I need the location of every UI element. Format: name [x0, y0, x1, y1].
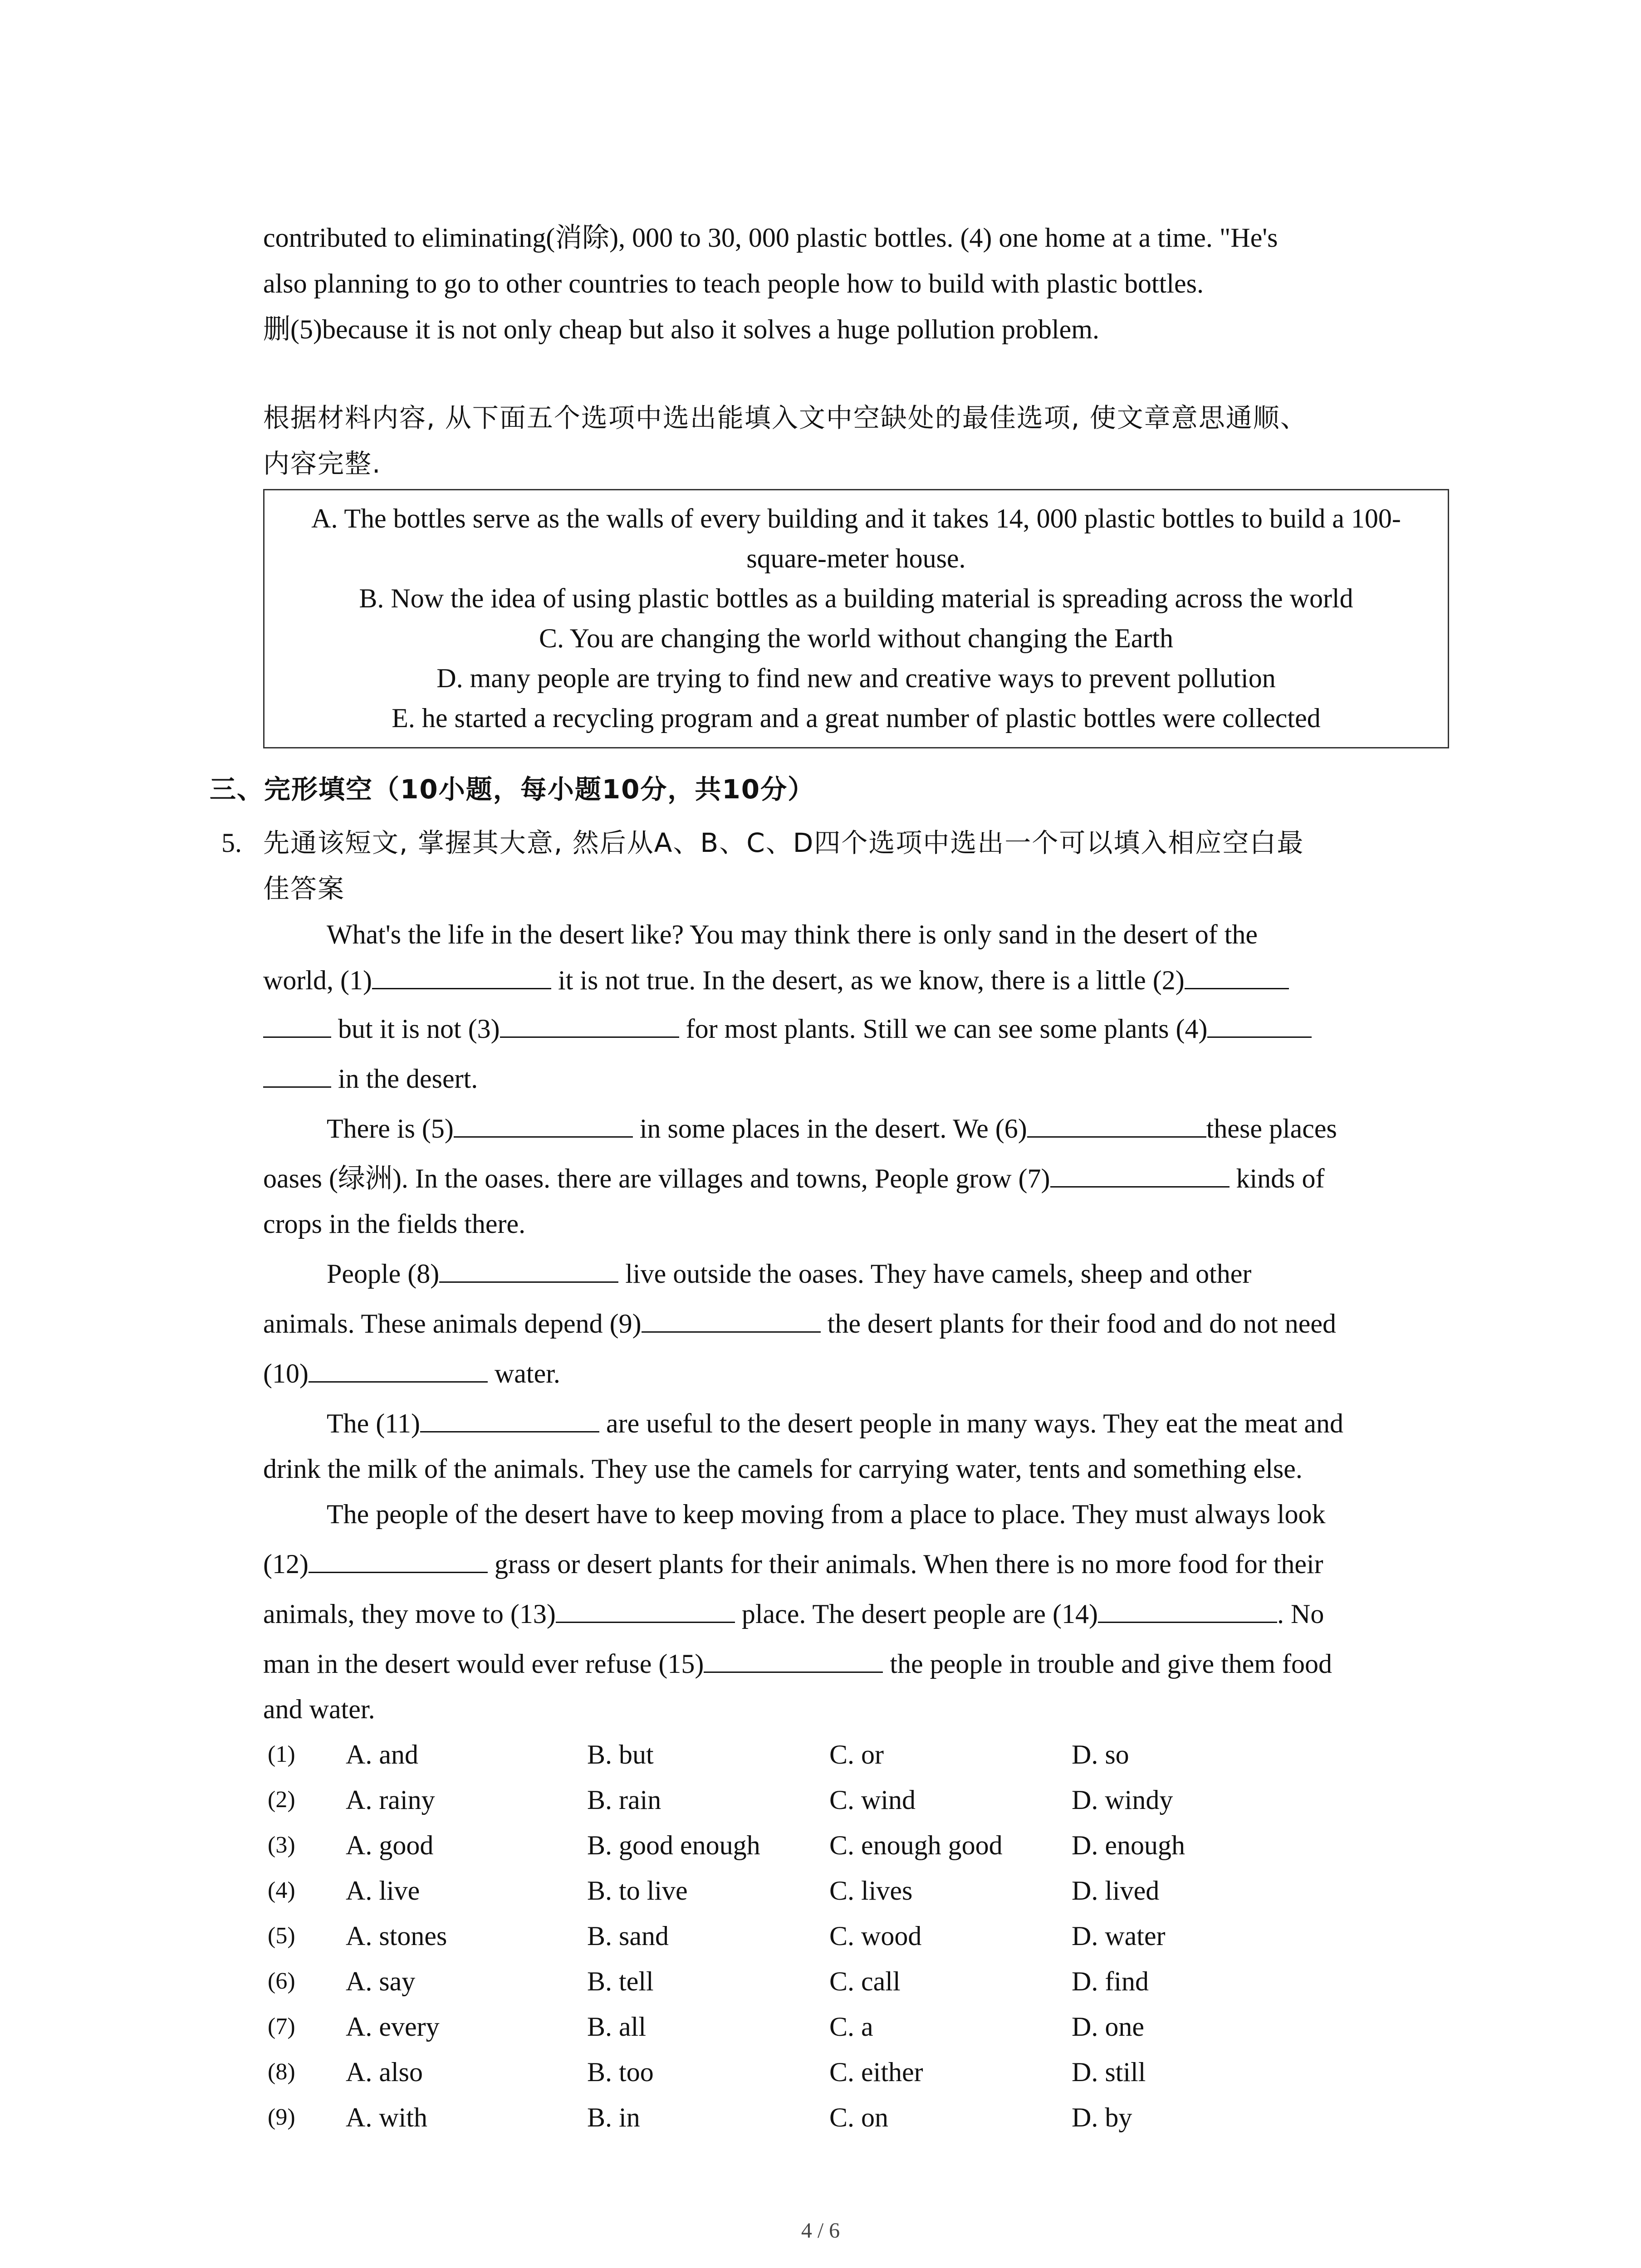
- choice-number: (6): [268, 1968, 295, 1994]
- cloze-line: in the desert.: [263, 1056, 1452, 1102]
- choice-a[interactable]: A. also: [346, 2057, 423, 2087]
- choice-b[interactable]: B. but: [587, 1740, 654, 1769]
- cloze-line: (10) water.: [263, 1351, 1452, 1397]
- blank-2[interactable]: [1185, 960, 1289, 989]
- blank-6[interactable]: [1027, 1108, 1206, 1138]
- choice-a[interactable]: A. and: [346, 1740, 418, 1769]
- section-heading: 三、完形填空（10小题，每小题10分，共10分）: [210, 774, 815, 805]
- choice-c[interactable]: C. wind: [829, 1785, 916, 1815]
- choice-c[interactable]: C. on: [829, 2102, 889, 2132]
- blank-13[interactable]: [556, 1593, 735, 1623]
- choice-b[interactable]: B. sand: [587, 1921, 669, 1951]
- choice-d[interactable]: D. one: [1072, 2012, 1144, 2042]
- instruction-line: 内容完整.: [263, 448, 382, 479]
- cloze-line: The people of the desert have to keep moving from a place to place. They must always look: [327, 1499, 1326, 1529]
- cloze-line: animals. These animals depend (9) the desert plants for their food and do not need: [263, 1301, 1452, 1347]
- blank-2-cont: [263, 1008, 331, 1038]
- choice-d[interactable]: D. by: [1072, 2102, 1132, 2132]
- choice-c[interactable]: C. lives: [829, 1876, 913, 1906]
- choice-row: [263, 1777, 1352, 1823]
- option-c: C. You are changing the world without changing the Earth: [539, 623, 1174, 653]
- choice-c[interactable]: C. or: [829, 1740, 884, 1769]
- choice-number: (1): [268, 1741, 295, 1767]
- choice-a[interactable]: A. every: [346, 2012, 440, 2042]
- choice-number: (4): [268, 1877, 295, 1903]
- choice-c[interactable]: C. wood: [829, 1921, 922, 1951]
- cloze-line: What's the life in the desert like? You may think there is only sand in the desert of the: [327, 919, 1258, 949]
- choice-b[interactable]: B. tell: [587, 1966, 654, 1996]
- cloze-line: There is (5) in some places in the desert. We (6) these places: [263, 1106, 1452, 1152]
- instruction-line: 根据材料内容, 从下面五个选项中选出能填入文中空缺处的最佳选项, 使文章意思通顺、: [263, 402, 1308, 433]
- choice-row: [263, 1823, 1352, 1868]
- page-number: 4 / 6: [801, 2219, 840, 2243]
- choice-d[interactable]: D. so: [1072, 1740, 1129, 1769]
- choice-d[interactable]: D. windy: [1072, 1785, 1173, 1815]
- choice-a[interactable]: A. live: [346, 1876, 420, 1906]
- choice-c[interactable]: C. call: [829, 1966, 901, 1996]
- cloze-line: animals, they move to (13) place. The desert people are (14) . No: [263, 1591, 1452, 1637]
- blank-12[interactable]: [309, 1544, 488, 1573]
- blank-10[interactable]: [309, 1353, 488, 1383]
- choice-number: (3): [268, 1832, 295, 1858]
- choice-d[interactable]: D. find: [1072, 1966, 1149, 1996]
- choice-number: (2): [268, 1787, 295, 1813]
- choice-d[interactable]: D. enough: [1072, 1830, 1185, 1860]
- choice-a[interactable]: A. rainy: [346, 1785, 435, 1815]
- option-d: D. many people are trying to find new and creative ways to prevent pollution: [436, 663, 1276, 693]
- options-box: [263, 489, 1449, 748]
- cloze-line: crops in the fields there.: [263, 1209, 526, 1239]
- blank-8[interactable]: [439, 1253, 618, 1283]
- cloze-line: and water.: [263, 1694, 375, 1724]
- cloze-line: but it is not (3) for most plants. Still we can see some plants (4): [263, 1006, 1452, 1052]
- question-number: 5.: [221, 828, 242, 858]
- cloze-line: man in the desert would ever refuse (15) the people in trouble and give them food: [263, 1641, 1452, 1687]
- question-instruction: 佳答案: [263, 873, 345, 904]
- choice-row: [263, 1732, 1352, 1777]
- blank-7[interactable]: [1050, 1158, 1230, 1188]
- choice-d[interactable]: D. lived: [1072, 1876, 1160, 1906]
- choice-a[interactable]: A. stones: [346, 1921, 447, 1951]
- cloze-line: (12) grass or desert plants for their animals. When there is no more food for their: [263, 1541, 1452, 1587]
- choice-b[interactable]: B. in: [587, 2102, 640, 2132]
- choice-row: [263, 2049, 1352, 2095]
- blank-9[interactable]: [642, 1303, 821, 1333]
- option-a: A. The bottles serve as the walls of every building and it takes 14, 000 plastic bottles to build a 100-square-meter house.: [311, 503, 1401, 573]
- option-b: B. Now the idea of using plastic bottles as a building material is spreading across the world: [359, 583, 1353, 613]
- passage-line: contributed to eliminating(消除), 000 to 30, 000 plastic bottles. (4) one home at a time. "He's: [263, 223, 1278, 253]
- choice-b[interactable]: B. all: [587, 2012, 646, 2042]
- choice-a[interactable]: A. good: [346, 1830, 434, 1860]
- blank-5[interactable]: [454, 1108, 633, 1138]
- choice-c[interactable]: C. a: [829, 2012, 873, 2042]
- choice-row: [263, 2004, 1352, 2049]
- choice-number: (9): [268, 2104, 295, 2130]
- choice-c[interactable]: C. enough good: [829, 1830, 1003, 1860]
- choice-row: [263, 1959, 1352, 2004]
- passage-line: 删(5)because it is not only cheap but also it solves a huge pollution problem.: [263, 314, 1099, 344]
- choice-b[interactable]: B. too: [587, 2057, 654, 2087]
- cloze-line: drink the milk of the animals. They use the camels for carrying water, tents and something else.: [263, 1454, 1303, 1484]
- choice-b[interactable]: B. rain: [587, 1785, 661, 1815]
- choice-d[interactable]: D. water: [1072, 1921, 1166, 1951]
- cloze-line: People (8) live outside the oases. They have camels, sheep and other: [263, 1251, 1452, 1297]
- option-e: E. he started a recycling program and a great number of plastic bottles were collected: [392, 703, 1321, 733]
- blank-3[interactable]: [500, 1008, 679, 1038]
- cloze-line: The (11) are useful to the desert people in many ways. They eat the meat and: [263, 1401, 1452, 1447]
- choice-d[interactable]: D. still: [1072, 2057, 1146, 2087]
- blank-15[interactable]: [704, 1643, 883, 1673]
- cloze-line: world, (1) it is not true. In the desert, as we know, there is a little (2): [263, 958, 1452, 1003]
- choice-number: (7): [268, 2014, 295, 2039]
- choice-a[interactable]: A. say: [346, 1966, 416, 1996]
- blank-11[interactable]: [420, 1403, 599, 1432]
- cloze-line: oases (绿洲). In the oases. there are villages and towns, People grow (7) kinds of: [263, 1156, 1452, 1202]
- question-instruction: 先通该短文, 掌握其大意, 然后从A、B、C、D四个选项中选出一个可以填入相应空白最: [263, 827, 1304, 858]
- choice-row: [263, 2095, 1352, 2140]
- passage-line: also planning to go to other countries to teach people how to build with plastic bottles.: [263, 269, 1204, 298]
- choice-number: (5): [268, 1923, 295, 1949]
- choice-number: (8): [268, 2059, 295, 2085]
- choice-c[interactable]: C. either: [829, 2057, 923, 2087]
- blank-1[interactable]: [372, 960, 551, 989]
- choice-b[interactable]: B. to live: [587, 1876, 688, 1906]
- blank-14[interactable]: [1098, 1593, 1277, 1623]
- choice-row: [263, 1868, 1352, 1913]
- choice-b[interactable]: B. good enough: [587, 1830, 760, 1860]
- choice-a[interactable]: A. with: [346, 2102, 427, 2132]
- choice-row: [263, 1913, 1352, 1959]
- blank-4[interactable]: [1207, 1008, 1312, 1038]
- blank-4-cont: [263, 1058, 331, 1088]
